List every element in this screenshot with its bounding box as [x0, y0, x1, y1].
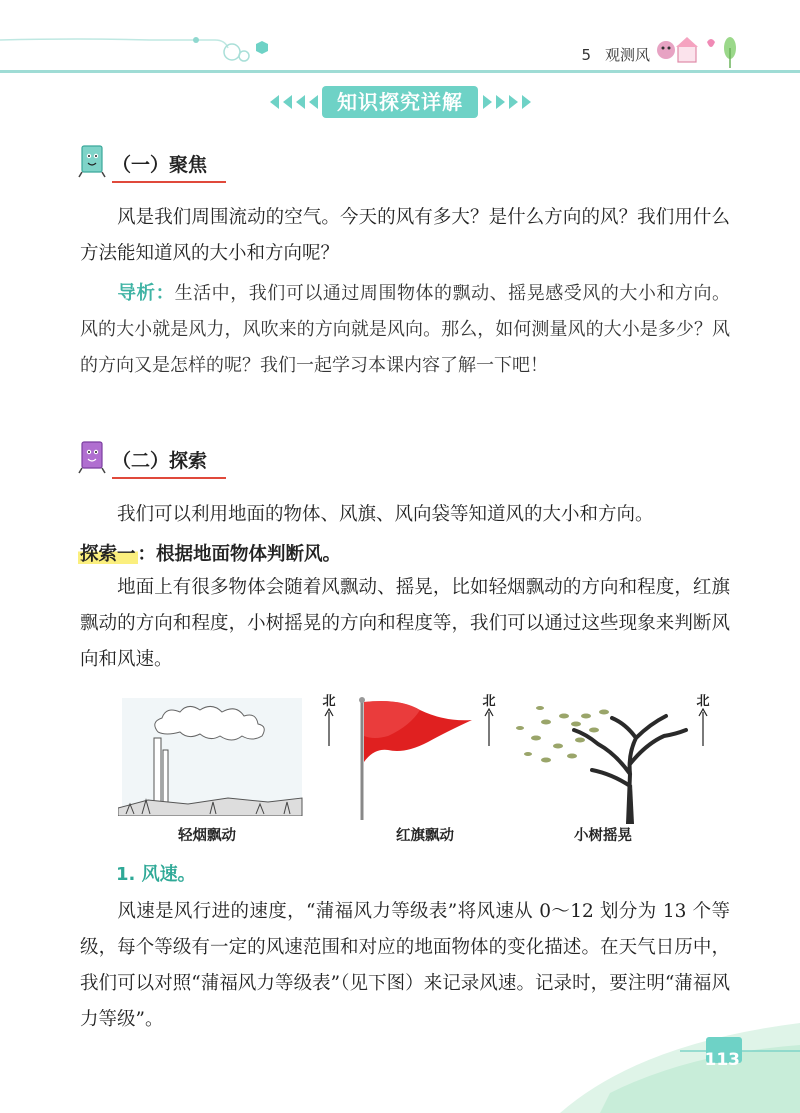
chapter-number: 5 [581, 46, 591, 64]
banner-arrow-left-icon [296, 95, 305, 109]
page-number-decoration [0, 993, 800, 1113]
north-label: 北 [482, 694, 496, 709]
banner-arrow-right-icon [509, 95, 518, 109]
north-arrow-icon [484, 708, 494, 746]
explore-paragraph [80, 570, 730, 678]
wind-speed-text: 风速是风行进的速度，“蒲福风力等级表”将风速从 0～12 划分为 13 个等级，每个等级有一定的风速范围和对应的地面物体的变化描述。在天气日历中，我们可以对照“蒲福风力等级表”（见下图）来记录风速。记录时，要注明“蒲福风力等级”。 [80, 901, 730, 1030]
explore-one-heading [78, 540, 341, 566]
page-number: 113 [704, 1050, 740, 1070]
book-mascot-icon [76, 142, 108, 178]
book-mascot-icon [76, 438, 108, 474]
caption-smoke: 轻烟飘动 [178, 828, 236, 844]
caption-flag: 红旗飘动 [396, 828, 454, 844]
banner-arrow-right-icon [522, 95, 531, 109]
banner-arrow-right-icon [496, 95, 505, 109]
banner-arrow-left-icon [309, 95, 318, 109]
guide-label: 导析： [117, 283, 175, 304]
banner-arrow-left-icon [283, 95, 292, 109]
smoke-factory-illustration [118, 698, 308, 816]
guide-text: 生活中，我们可以通过周围物体的飘动、摇晃感受风的大小和方向。风的大小就是风力，风吹来的方向就是风向。那么，如何测量风的大小是多少？风的方向又是怎样的呢？我们一起学习本课内容了解一下吧！ [80, 283, 730, 376]
section-banner [268, 86, 532, 120]
explore-intro [80, 497, 730, 533]
swaying-tree-illustration [516, 694, 696, 824]
explore-intro-text: 我们可以利用地面的物体、风旗、风向袋等知道风的大小和方向。 [117, 504, 654, 525]
wind-speed-heading: 1. 风速。 [116, 864, 196, 885]
explore-one-text: ：根据地面物体判断风。 [137, 544, 342, 565]
header-decoration [0, 0, 330, 80]
north-arrow-icon [698, 708, 708, 746]
guide-paragraph [80, 276, 730, 384]
red-flag-illustration [350, 696, 480, 820]
focus-text: 风是我们周围流动的空气。今天的风有多大？是什么方向的风？我们用什么方法能知道风的大小和方向呢？ [80, 207, 730, 264]
north-arrow-icon [324, 708, 334, 746]
chapter-title: 观测风 [604, 46, 650, 64]
header-cartoon-icons [652, 32, 742, 72]
running-header [581, 44, 650, 65]
wind-observation-figure [118, 690, 738, 850]
north-label: 北 [696, 694, 710, 709]
banner-arrow-left-icon [270, 95, 279, 109]
caption-tree: 小树摇晃 [574, 828, 632, 844]
north-label: 北 [322, 694, 336, 709]
banner-title: 知识探究详解 [322, 86, 478, 118]
explore-one-label: 探索一 [80, 544, 136, 565]
section-heading-explore: （二）探索 [112, 446, 226, 479]
banner-arrow-right-icon [483, 95, 492, 109]
focus-paragraph [80, 200, 730, 272]
explore-paragraph-text: 地面上有很多物体会随着风飘动、摇晃，比如轻烟飘动的方向和程度，红旗飘动的方向和程度，小树摇晃的方向和程度等，我们可以通过这些现象来判断风向和风速。 [80, 577, 730, 670]
section-heading-focus: （一）聚焦 [112, 150, 226, 183]
